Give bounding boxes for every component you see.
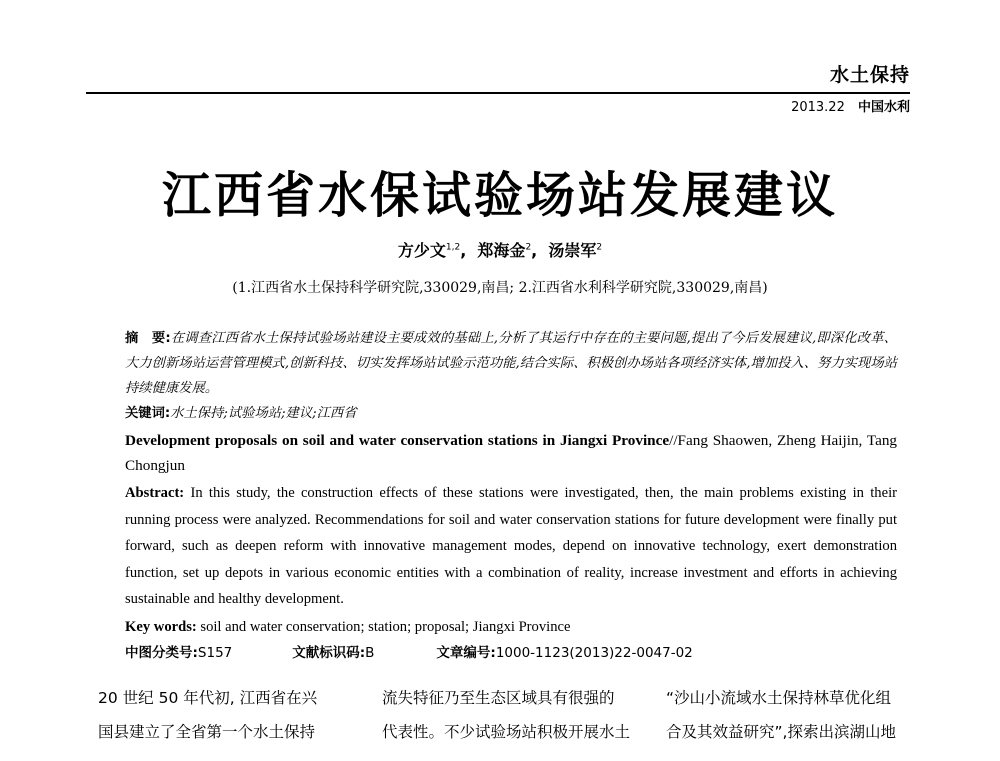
body-text xyxy=(98,681,928,761)
document-code-label: 文献标识码: xyxy=(292,644,366,661)
english-title xyxy=(125,428,897,478)
author-affiliation-mark: 2 xyxy=(596,242,603,253)
issue-line xyxy=(791,101,910,114)
english-abstract-label: Abstract: xyxy=(125,485,185,501)
article-number-label: 文章编号: xyxy=(436,644,496,661)
article-number-value: 1000-1123(2013)22-0047-02 xyxy=(495,644,693,661)
chinese-abstract-label: 摘 要: xyxy=(125,331,171,346)
english-abstract xyxy=(125,480,897,613)
clc-value: S157 xyxy=(197,644,233,661)
clc-label: 中图分类号: xyxy=(125,644,198,661)
section-label: 水土保持 xyxy=(829,64,910,86)
author-affiliation-mark: 2 xyxy=(525,242,532,253)
english-authors: //Fang Shaowen, Zheng Haijin, Tang Chongjun xyxy=(125,432,898,474)
body-line: 国县建立了全省第一个水土保持 xyxy=(98,723,316,741)
body-line: 流失特征乃至生态区域具有很强的 xyxy=(382,689,615,707)
header-rule xyxy=(86,92,910,94)
affiliations: (1.江西省水土保持科学研究院,330029,南昌; 2.江西省水利科学研究院,330029,南昌) xyxy=(232,280,768,296)
body-line: 20 世纪 50 年代初, 江西省在兴 xyxy=(98,689,318,707)
chinese-keywords xyxy=(125,401,897,426)
chinese-keywords-text: 水土保持;试验场站;建议;江西省 xyxy=(170,406,357,421)
issue-number: 2013.22 xyxy=(791,100,845,115)
chinese-keywords-label: 关键词: xyxy=(125,406,171,421)
journal-name: 中国水利 xyxy=(857,100,910,115)
document-code-value: B xyxy=(365,644,375,661)
body-column-3 xyxy=(666,681,928,761)
author-name: 郑海金 xyxy=(477,241,526,260)
body-line: 代表性。不少试验场站积极开展水土 xyxy=(382,723,631,741)
author-list: 方少文$^{1,2}$, 郑海金$^2$, 汤崇军$^2$ xyxy=(397,241,603,260)
article-title: 江西省水保试验场站发展建议 xyxy=(161,167,838,224)
author-name: 汤崇军 xyxy=(548,241,597,260)
author-name: 方少文 xyxy=(397,241,446,260)
classification-line xyxy=(125,640,897,666)
body-column-2 xyxy=(382,681,644,761)
english-title-text: Development proposals on soil and water conservation stations in Jiangxi Province xyxy=(125,432,670,449)
body-line: “沙山小流域水土保持林草优化组 xyxy=(666,689,892,707)
body-column-1 xyxy=(98,681,360,761)
body-line: 合及其效益研究”,探索出滨湖山地 xyxy=(666,723,896,741)
english-keywords-text: soil and water conservation; station; proposal; Jiangxi Province xyxy=(200,618,571,635)
chinese-abstract-text: 在调查江西省水土保持试验场站建设主要成效的基础上,分析了其运行中存在的主要问题,提出了今后发展建议,即深化改革、大力创新场站运营管理模式,创新科技、切实发挥场站试验示范功能,结合实际、积极创办场站各项经济实体,增加投入、努力实现场站持续健康发展。 xyxy=(125,331,897,396)
english-abstract-text: In this study, the construction effects of these stations were investigated, then, the main problems existing in their running process were analyzed. Recommendations for soil and water conservation stations for future development were finally put forward, such as deepen reform with innovative management modes, depend on innovative technology, exert demonstration function, set up depots in various economic entities with a combination of reality, increase investment and efforts in achieving sustainable and healthy development. xyxy=(125,485,897,608)
abstract-block xyxy=(125,326,897,666)
english-keywords xyxy=(125,614,897,640)
author-affiliation-mark: 1,2 xyxy=(445,242,461,253)
english-keywords-label: Key words: xyxy=(125,618,197,635)
chinese-abstract xyxy=(125,326,897,401)
